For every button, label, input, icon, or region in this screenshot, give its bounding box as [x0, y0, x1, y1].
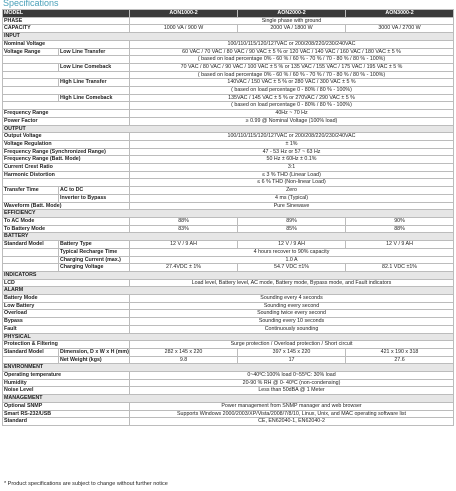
table-cell: 20-90 % RH @ 0- 40ºC (non-condensing) — [130, 379, 454, 387]
table-cell — [3, 56, 130, 64]
table-cell: 88% — [130, 217, 238, 225]
section-header-row — [3, 233, 454, 241]
table-cell: AON3000-2 — [346, 10, 454, 18]
table-cell: 4 ms (Typical) — [130, 194, 454, 202]
table-row — [3, 40, 454, 48]
table-cell: Voltage Regulation — [3, 140, 130, 148]
section-header-row — [3, 125, 454, 133]
table-row — [3, 117, 454, 125]
section-header-row — [3, 33, 454, 41]
table-cell: AC to DC — [59, 187, 130, 195]
table-cell: CE, EN62040-1, EN62040-2 — [130, 418, 454, 426]
table-row — [3, 63, 454, 71]
table-row — [3, 79, 454, 87]
table-cell: 12 V / 9 AH — [130, 241, 238, 249]
table-cell: Voltage Range — [3, 48, 59, 56]
table-cell: 140VAC / 150 VAC ± 5 % or 280 VAC / 300 VAC ± 5 % — [130, 79, 454, 87]
table-cell: Pure Sinewave — [130, 202, 454, 210]
table-cell — [3, 264, 59, 272]
page-title: Specifications — [3, 0, 59, 8]
table-row — [3, 418, 454, 426]
table-cell: 40Hz ~ 70 Hz — [130, 110, 454, 118]
table-row — [3, 325, 454, 333]
table-cell: Bypass — [3, 318, 130, 326]
table-cell: Zero — [130, 187, 454, 195]
table-row — [3, 179, 454, 187]
table-cell: 54.7 VDC ±1% — [238, 264, 346, 272]
table-row — [3, 264, 454, 272]
table-row — [3, 87, 454, 95]
table-row — [3, 110, 454, 118]
table-cell: 82.1 VDC ±1% — [346, 264, 454, 272]
table-cell: 421 x 190 x 318 — [346, 348, 454, 356]
table-cell: MANAGEMENT — [3, 395, 454, 403]
table-cell: ( based on load percentage 0% - 60 % / 60 % - 70 % / 70 - 80 % / 80 % - 100%) — [130, 71, 454, 79]
table-cell: Supports Windows 2000/2003/XP/Vista/2008/7/8/10, Linux, Unix, and MAC operating software list — [130, 410, 454, 418]
table-row — [3, 48, 454, 56]
table-cell: 1.0 A — [130, 256, 454, 264]
table-cell: ≥ 0.99 @ Nominal Voltage (100% load) — [130, 117, 454, 125]
footnote: * Product specifications are subject to change without further notice — [4, 481, 168, 487]
table-cell: Single phase with ground — [130, 17, 454, 25]
table-cell: 27.6 — [346, 356, 454, 364]
table-cell — [3, 194, 59, 202]
table-cell: Sounding every 4 seconds — [130, 295, 454, 303]
table-cell: Transfer Time — [3, 187, 59, 195]
table-cell: 89% — [238, 217, 346, 225]
table-cell: 135VAC / 145 VAC ± 5 % or 270VAC / 290 VAC ± 5 % — [130, 94, 454, 102]
table-cell: Continuously sounding — [130, 325, 454, 333]
table-row — [3, 217, 454, 225]
table-cell: Frequency Range (Batt. Mode) — [3, 156, 130, 164]
table-cell: INPUT — [3, 33, 454, 41]
table-cell: 282 x 145 x 220 — [130, 348, 238, 356]
table-cell: Standard Model — [3, 348, 59, 356]
section-header-row — [3, 271, 454, 279]
table-cell: Output Voltage — [3, 133, 130, 141]
table-cell — [3, 87, 130, 95]
table-cell: Frequency Range — [3, 110, 130, 118]
table-row — [3, 164, 454, 172]
table-row — [3, 302, 454, 310]
table-row — [3, 387, 454, 395]
table-cell: Battery Type — [59, 241, 130, 249]
table-cell: ENVIRONMENT — [3, 364, 454, 372]
table-cell: Charging Current (max.) — [59, 256, 130, 264]
table-cell: CAPACITY — [3, 25, 130, 33]
table-cell: OUTPUT — [3, 125, 454, 133]
table-row — [3, 148, 454, 156]
table-cell: High Line Comeback — [59, 94, 130, 102]
table-cell: ALARM — [3, 287, 454, 295]
table-cell — [3, 256, 59, 264]
table-cell: 17 — [238, 356, 346, 364]
table-row — [3, 71, 454, 79]
table-cell: 4 hours recover to 90% capacity — [130, 248, 454, 256]
table-cell: Protection & Filtering — [3, 341, 130, 349]
table-row — [3, 225, 454, 233]
table-cell: MODEL — [3, 10, 130, 18]
table-cell: Harmonic Distortion — [3, 171, 130, 179]
table-cell: Net Weight (kgs) — [59, 356, 130, 364]
table-cell: Sounding every 10 seconds — [130, 318, 454, 326]
table-cell: ± 1% — [130, 140, 454, 148]
table-cell: 60 VAC / 70 VAC / 80 VAC / 90 VAC ± 5 % or 120 VAC / 140 VAC / 160 VAC / 180 VAC ± 5 % — [130, 48, 454, 56]
table-row — [3, 194, 454, 202]
table-cell: 0~40ºC:100% load 0~55ºC: 30% load — [130, 372, 454, 380]
table-row — [3, 17, 454, 25]
section-header-row — [3, 395, 454, 403]
table-cell: Surge protection / Overload protection / Short circuit — [130, 341, 454, 349]
table-cell — [3, 79, 59, 87]
table-cell: Frequency Range (Synchronized Range) — [3, 148, 130, 156]
table-cell: Inverter to Bypass — [59, 194, 130, 202]
table-row — [3, 341, 454, 349]
table-row — [3, 202, 454, 210]
table-row — [3, 25, 454, 33]
table-row — [3, 295, 454, 303]
table-cell: 88% — [346, 225, 454, 233]
table-row — [3, 379, 454, 387]
table-cell: 397 x 145 x 220 — [238, 348, 346, 356]
table-cell: 83% — [130, 225, 238, 233]
table-cell: Sounding twice every second — [130, 310, 454, 318]
table-row — [3, 171, 454, 179]
table-row — [3, 56, 454, 64]
table-cell: ≤ 6 % THD (Non-linear Load) — [130, 179, 454, 187]
table-cell: Low Line Comeback — [59, 63, 130, 71]
table-cell: 2000 VA / 1800 W — [238, 25, 346, 33]
table-cell: 12 V / 9 AH — [238, 241, 346, 249]
table-cell: ( based on load percentage 0% - 60 % / 60 % - 70 % / 70 - 80 % / 80 % - 100%) — [130, 56, 454, 64]
table-cell: 9.8 — [130, 356, 238, 364]
table-cell: Load level, Battery level, AC mode, Battery mode, Bypass mode, and Fault indicators — [130, 279, 454, 287]
table-row — [3, 102, 454, 110]
table-cell: Smart RS-232/USB — [3, 410, 130, 418]
table-row — [3, 310, 454, 318]
table-row — [3, 94, 454, 102]
table-cell: 70 VAC / 80 VAC / 90 VAC / 100 VAC ± 5 % or 135 VAC / 155 VAC / 175 VAC / 195 VAC ± 5 % — [130, 63, 454, 71]
table-cell: Sounding every second — [130, 302, 454, 310]
table-cell: Noise Level — [3, 387, 130, 395]
table-row — [3, 410, 454, 418]
table-cell: 50 Hz ± 60Hz ± 0.1% — [130, 156, 454, 164]
table-cell — [3, 94, 59, 102]
table-row — [3, 241, 454, 249]
table-cell: Typical Recharge Time — [59, 248, 130, 256]
table-cell: ≤ 3 % THD (Linear Load) — [130, 171, 454, 179]
table-cell: 100/110/115/120/127VAC or 200/208/220/230/240VAC — [130, 40, 454, 48]
table-cell: Charging Voltage — [59, 264, 130, 272]
table-cell — [3, 102, 130, 110]
table-cell: Overload — [3, 310, 130, 318]
section-header-row — [3, 333, 454, 341]
table-cell: 27.4VDC ± 1% — [130, 264, 238, 272]
table-cell: 3000 VA / 2700 W — [346, 25, 454, 33]
table-cell: 85% — [238, 225, 346, 233]
table-row — [3, 140, 454, 148]
table-cell: ( based on load percentage 0 - 80% / 80 % - 100%) — [130, 102, 454, 110]
table-cell: 90% — [346, 217, 454, 225]
table-row — [3, 187, 454, 195]
table-row — [3, 318, 454, 326]
table-row — [3, 156, 454, 164]
section-header-row — [3, 287, 454, 295]
table-cell: EFFICIENCY — [3, 210, 454, 218]
table-cell: Waveform (Batt. Mode) — [3, 202, 130, 210]
table-cell: High Line Transfer — [59, 79, 130, 87]
table-cell — [3, 248, 59, 256]
table-cell — [3, 63, 59, 71]
table-cell: Power Factor — [3, 117, 130, 125]
table-cell: AON1000-2 — [130, 10, 238, 18]
table-row — [3, 248, 454, 256]
table-row — [3, 356, 454, 364]
spec-table — [2, 9, 454, 426]
table-cell: To Battery Mode — [3, 225, 130, 233]
table-cell: PHYSICAL — [3, 333, 454, 341]
table-cell: To AC Mode — [3, 217, 130, 225]
table-cell: Low Battery — [3, 302, 130, 310]
table-cell: Less than 50dBA @ 1 Meter — [130, 387, 454, 395]
table-cell: Low Line Transfer — [59, 48, 130, 56]
section-header-row — [3, 364, 454, 372]
table-cell: ( based on load percentage 0 - 80% / 80 % - 100%) — [130, 87, 454, 95]
table-cell — [3, 356, 59, 364]
table-cell: LCD — [3, 279, 130, 287]
table-cell: PHASE — [3, 17, 130, 25]
table-cell: Standard — [3, 418, 130, 426]
table-cell: 1000 VA / 900 W — [130, 25, 238, 33]
table-cell: Operating temperature — [3, 372, 130, 380]
table-row — [3, 133, 454, 141]
section-header-row — [3, 210, 454, 218]
table-row — [3, 279, 454, 287]
table-cell: Fault — [3, 325, 130, 333]
table-row — [3, 372, 454, 380]
table-cell: Humidity — [3, 379, 130, 387]
table-header-row — [3, 10, 454, 18]
table-row — [3, 256, 454, 264]
table-cell — [3, 179, 130, 187]
table-cell: 12 V / 9 AH — [346, 241, 454, 249]
table-cell: Current Crest Ratio — [3, 164, 130, 172]
table-cell: Nominal Voltage — [3, 40, 130, 48]
table-cell: INDICATORS — [3, 271, 454, 279]
table-cell: BATTERY — [3, 233, 454, 241]
table-cell: 47 - 53 Hz or 57 ~ 63 Hz — [130, 148, 454, 156]
table-cell: Battery Mode — [3, 295, 130, 303]
table-row — [3, 402, 454, 410]
table-cell: Power management from SNMP manager and web browser — [130, 402, 454, 410]
table-row — [3, 348, 454, 356]
table-cell — [3, 71, 130, 79]
table-cell: Dimension, D x W x H (mm) — [60, 348, 129, 355]
table-cell: 100/110/115/120/127VAC or 200/208/220/230/240VAC — [130, 133, 454, 141]
table-cell: AON2000-2 — [238, 10, 346, 18]
table-cell: Optional SNMP — [3, 402, 130, 410]
table-cell: 3:1 — [130, 164, 454, 172]
table-cell: Standard Model — [3, 241, 59, 249]
